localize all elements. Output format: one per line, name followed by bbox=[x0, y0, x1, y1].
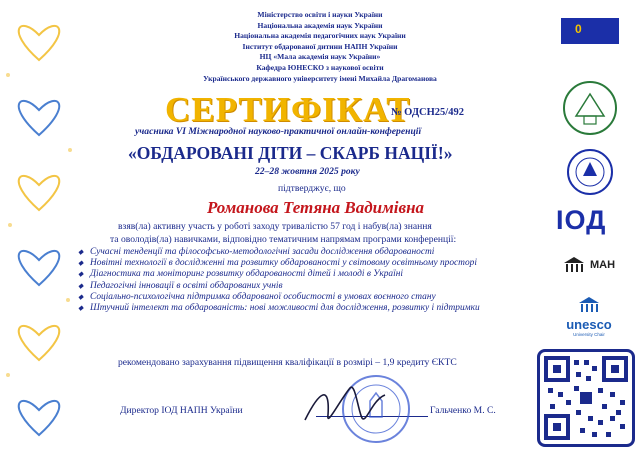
topic-item: ◆ Педагогічні інновації в освіті обдарованих учнів bbox=[78, 281, 548, 292]
credits-recommendation: рекомендовано зарахування підвищення кваліфікації в розмірі – 1,9 кредиту ЄКТС bbox=[118, 357, 457, 368]
conference-date: 22–28 жовтня 2025 року bbox=[255, 166, 360, 177]
body-text-line-1: взяв(ла) активну участь у роботі заходу тривалістю 57 год і набув(ла) знання bbox=[118, 221, 432, 232]
unesco-chair-logo bbox=[560, 295, 618, 345]
conference-intro: учасника VI Міжнародної науково-практичної онлайн-конференції bbox=[135, 126, 422, 137]
issuing-organizations bbox=[150, 10, 490, 84]
unesco-temple-icon bbox=[577, 295, 601, 315]
org-line: Національна академія наук України bbox=[257, 20, 383, 30]
topic-item: ◆ Новітні технології в дослідженні та розвитку обдарованості у світовому освітньому просторі bbox=[78, 258, 548, 269]
topic-item: ◆ Соціально-психологічна підтримка обдарованої особистості в умовах воєнного стану bbox=[78, 292, 548, 303]
org-line: Національна академія педагогічних наук України bbox=[234, 31, 406, 41]
ioda-logo bbox=[561, 18, 619, 44]
confirms-text: підтверджує, що bbox=[278, 183, 346, 194]
heart-ornament-4 bbox=[19, 251, 60, 285]
org-line: Інститут обдарованої дитини НАПН України bbox=[242, 41, 398, 51]
heart-ornament-3 bbox=[19, 176, 60, 210]
drahomanov-university-emblem bbox=[566, 148, 614, 196]
heart-ornament-2 bbox=[19, 101, 60, 135]
unesco-chair-text: University Chair bbox=[573, 332, 605, 337]
director-signature bbox=[300, 380, 390, 430]
org-line: Кафедра ЮНЕСКО з наукової освіти bbox=[256, 62, 384, 72]
topics-list bbox=[78, 247, 548, 314]
org-line: Українського державного університету імені Михайла Драгоманова bbox=[203, 73, 437, 83]
body-text-line-2: та оволодів(ла) навичками, відповідно тематичним напрямам програми конференції: bbox=[110, 234, 457, 245]
unesco-temple-icon bbox=[562, 255, 586, 275]
topic-item: ◆ Штучний інтелект та обдарованість: нові можливості для дослідження, розвитку і підтримки bbox=[78, 303, 548, 314]
man-logo bbox=[562, 255, 622, 275]
topic-item: ◆ Сучасні тенденції та філософсько-методологічні засади дослідження обдарованості bbox=[78, 247, 548, 258]
conference-title: «ОБДАРОВАНІ ДІТИ – СКАРБ НАЦІЇ!» bbox=[128, 143, 453, 163]
heart-ornament-5 bbox=[19, 326, 60, 360]
certificate-title: СЕРТИФІКАТ bbox=[165, 90, 411, 129]
iod-logo: ІОД bbox=[556, 205, 607, 235]
certificate-number: № ОДСН25/492 bbox=[391, 107, 464, 118]
recipient-name: Романова Тетяна Вадимівна bbox=[207, 198, 425, 217]
heart-ornament-6 bbox=[19, 401, 60, 435]
director-name: Гальченко М. С. bbox=[430, 405, 496, 416]
unesco-word: unesco bbox=[566, 317, 612, 332]
org-line: НЦ «Мала академія наук України» bbox=[259, 52, 381, 62]
qr-code[interactable] bbox=[537, 349, 635, 447]
man-logo-text: МАН bbox=[590, 259, 616, 271]
heart-ornament-1 bbox=[19, 26, 60, 60]
title-row bbox=[165, 90, 505, 128]
org-line: Міністерство освіти і науки України bbox=[257, 10, 383, 19]
director-title: Директор ІОД НАПН України bbox=[120, 405, 243, 416]
ioda-logo-letters: 0 bbox=[575, 22, 582, 36]
napn-academy-emblem bbox=[562, 80, 618, 136]
topic-item: ◆ Діагностика та моніторинг розвитку обдарованості дітей і молоді в Україні bbox=[78, 269, 548, 280]
decorative-left-border bbox=[0, 0, 78, 453]
